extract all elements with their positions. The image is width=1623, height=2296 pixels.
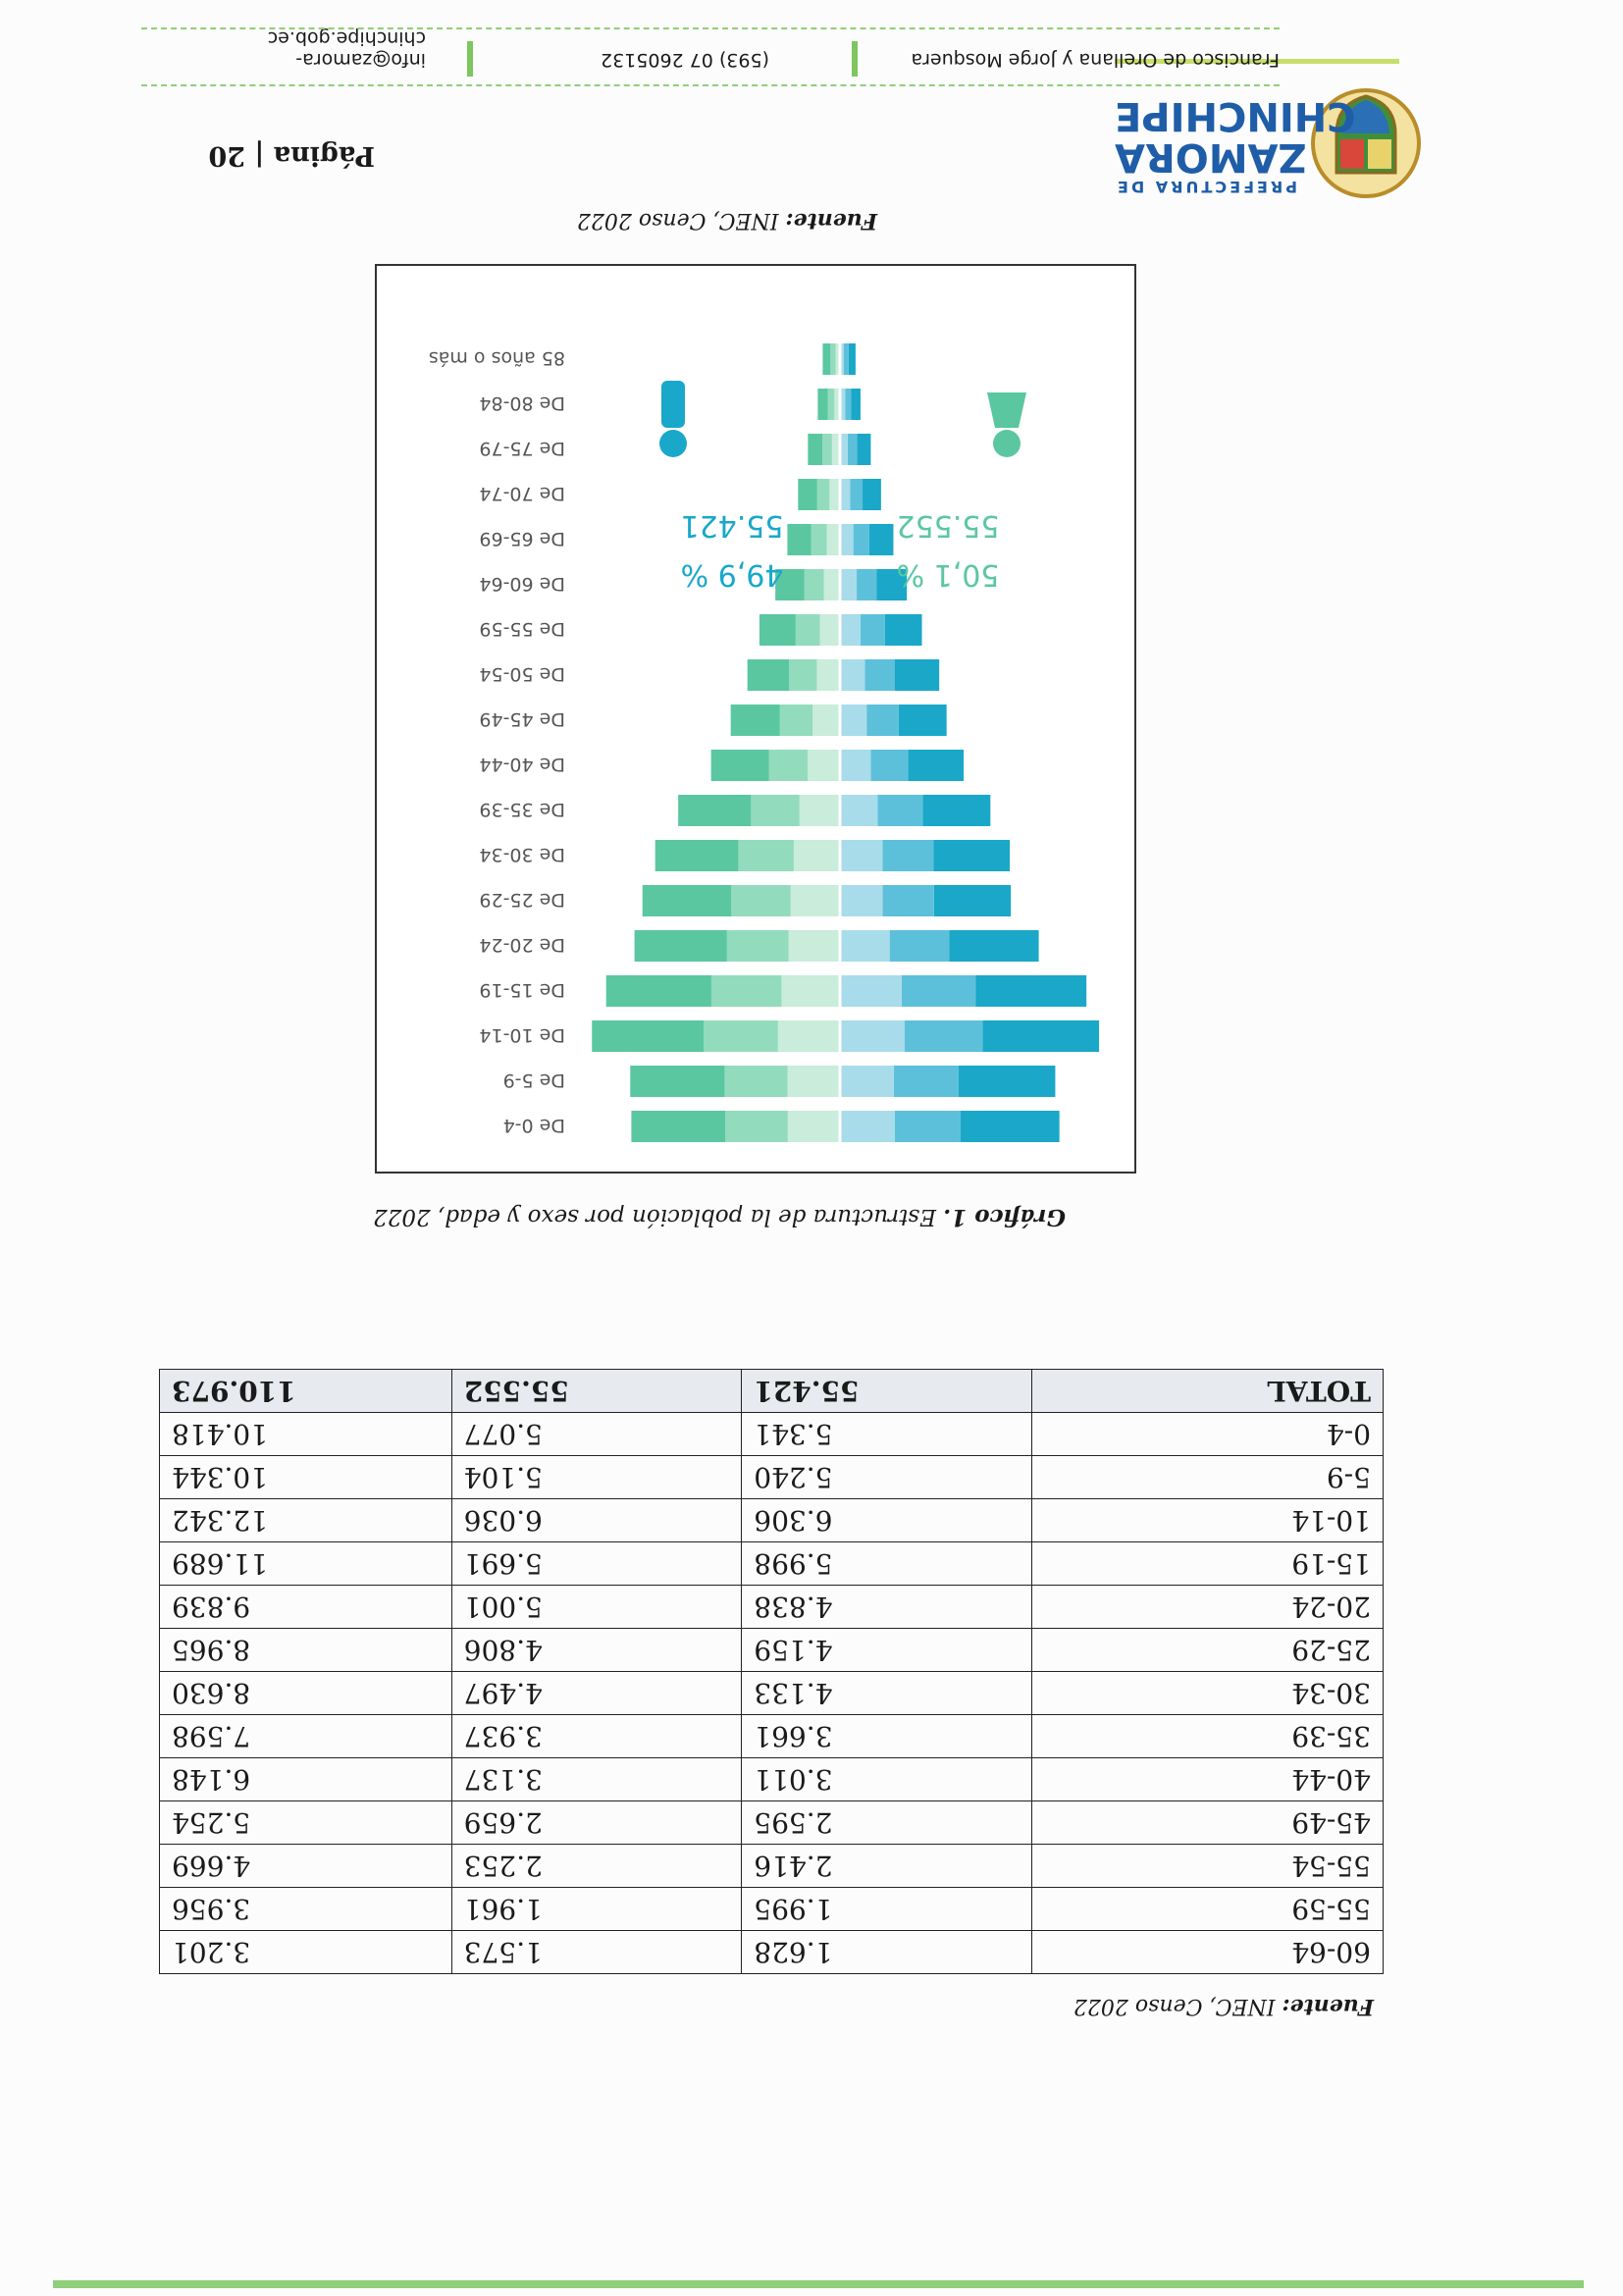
value-cell: 3.011 [742,1758,1032,1801]
value-cell: 3.956 [160,1888,452,1931]
footer-separator [852,41,858,77]
bar-male-segment [961,1111,1060,1142]
value-cell: 4.806 [451,1629,742,1672]
bar-male-segment [857,569,876,600]
value-cell: 5.341 [742,1413,1032,1456]
bar-female-segment [808,750,840,781]
value-cell: 4.133 [742,1672,1032,1715]
age-group-label: 85 años o más [428,346,565,369]
bar-female-segment [800,795,840,826]
bar-female-segment [781,975,840,1007]
table-row [160,1715,1384,1758]
age-cell: 10-14 [1031,1499,1383,1542]
footer-line-top [141,84,1280,86]
value-cell: 55.552 [451,1370,742,1413]
table-row [160,1499,1384,1542]
bar-male-segment [852,389,861,420]
bar-female-segment [805,569,824,600]
age-group-label: De 15-19 [479,978,565,1001]
bar-female-segment [727,930,789,962]
bar-female-segment [606,975,711,1007]
bar-female-segment [592,1020,704,1052]
value-cell: 5.104 [451,1456,742,1499]
bar-female-segment [769,750,808,781]
bar-male-segment [840,524,854,555]
table-row [160,1413,1384,1456]
bar-female-segment [778,1020,840,1052]
footer-address: Francisco de Orellana y Jorge Mosquera [911,49,1280,71]
bar-male-segment [908,750,964,781]
bar-male-segment [863,479,881,510]
bar-female-segment [711,975,781,1007]
table-row [160,1845,1384,1888]
bar-female-segment [748,659,789,691]
female-icon [993,430,1021,457]
bar-male-segment [885,614,922,646]
bar-male-segment [840,1066,894,1097]
bar-female-segment [824,569,840,600]
footer-line-bottom [141,27,1280,29]
brand-name-2: CHINCHIPE [1115,93,1356,138]
bar-female-segment [812,524,827,555]
age-group-label: De 30-34 [479,843,565,865]
bar-male-segment [975,975,1086,1007]
age-group-label: De 50-54 [479,662,565,685]
bar-female-segment [725,1111,788,1142]
bar-female-segment [759,614,796,646]
age-cell: 0-4 [1031,1413,1383,1456]
bar-female-segment [780,704,812,736]
value-cell: 8.965 [160,1629,452,1672]
age-group-label: De 20-24 [479,933,565,956]
brand-name-1: ZAMORA [1115,134,1307,180]
age-group-label: De 70-74 [479,482,565,504]
value-cell: 5.077 [451,1413,742,1456]
male-total-label: 55.421 [680,508,784,543]
value-cell: 1.961 [451,1888,742,1931]
bar-female-segment [828,389,835,420]
age-cell: 40-44 [1031,1758,1383,1801]
top-accent-bar [53,2280,1584,2288]
bar-male-segment [848,434,857,465]
value-cell: 2.659 [451,1801,742,1845]
bar-male-segment [840,614,861,646]
age-group-label: De 5-9 [502,1069,565,1091]
male-icon [659,430,687,457]
female-percent-label: 50,1 % [896,557,1000,592]
value-cell: 2.253 [451,1845,742,1888]
population-pyramid-chart [375,264,1136,1174]
age-group-label: De 75-79 [479,437,565,459]
age-cell: 35-39 [1031,1715,1383,1758]
value-cell: 1.995 [742,1888,1032,1931]
bar-male-segment [857,434,870,465]
value-cell: 2.416 [742,1845,1032,1888]
bar-male-segment [894,1066,959,1097]
value-cell: 10.418 [160,1413,452,1456]
value-cell: 5.240 [742,1456,1032,1499]
age-cell: 55-59 [1031,1888,1383,1931]
bar-female-segment [794,840,840,871]
table-row [160,1542,1384,1586]
bar-female-segment [751,795,799,826]
bar-male-segment [840,885,883,916]
population-table [159,1369,1384,1974]
age-cell: 55-54 [1031,1845,1383,1888]
bar-male-segment [840,975,902,1007]
bar-female-segment [731,704,780,736]
bar-female-segment [635,930,727,962]
bar-female-segment [817,479,830,510]
table-row [160,1931,1384,1974]
bar-female-segment [643,885,732,916]
age-cell: 5-9 [1031,1456,1383,1499]
age-group-label: De 40-44 [479,753,565,775]
bar-male-segment [895,1111,961,1142]
bar-female-segment [822,343,830,375]
bar-male-segment [877,795,922,826]
value-cell: 9.839 [160,1586,452,1629]
chart-source: Fuente: INEC, Censo 2022 [576,208,877,234]
bar-male-segment [850,479,863,510]
value-cell: 4.159 [742,1629,1032,1672]
age-group-label: De 65-69 [479,527,565,549]
page-number: Página | 20 [208,140,375,171]
bar-female-segment [631,1111,725,1142]
bar-female-segment [827,524,840,555]
age-group-label: De 10-14 [479,1023,565,1046]
bar-male-segment [845,389,851,420]
bar-male-segment [949,930,1038,962]
bar-male-segment [959,1066,1056,1097]
bar-male-segment [902,975,975,1007]
age-group-label: De 55-59 [479,617,565,640]
bar-female-segment [789,659,816,691]
bar-male-segment [864,659,894,691]
bar-female-segment [808,434,822,465]
age-cell: 45-49 [1031,1801,1383,1845]
bar-female-segment [816,659,840,691]
logo-wordmark [1115,95,1399,196]
bar-female-segment [787,524,811,555]
bar-male-segment [849,343,856,375]
value-cell: 6.036 [451,1499,742,1542]
age-cell: 60-64 [1031,1931,1383,1974]
bar-male-segment [861,614,885,646]
table-source: Fuente: INEC, Censo 2022 [1073,1994,1374,2019]
value-cell: 4.669 [160,1845,452,1888]
value-cell: 12.342 [160,1499,452,1542]
bar-female-segment [830,343,835,375]
age-group-label: De 80-84 [479,391,565,414]
brand-prefix: PREFECTURA DE [1115,178,1297,196]
bar-male-segment [890,930,950,962]
age-group-label: De 45-49 [479,707,565,730]
bar-female-segment [788,1111,840,1142]
male-percent-label: 49,9 % [680,557,784,592]
bar-female-segment [678,795,751,826]
age-group-label: De 35-39 [479,798,565,820]
value-cell: 2.595 [742,1801,1032,1845]
value-cell: 10.344 [160,1456,452,1499]
footer-separator [467,41,473,77]
bar-male-segment [982,1020,1099,1052]
value-cell: 5.254 [160,1801,452,1845]
table-row [160,1456,1384,1499]
age-cell: 30-34 [1031,1672,1383,1715]
bar-female-segment [704,1020,778,1052]
value-cell: 5.998 [742,1542,1032,1586]
bar-male-segment [933,840,1010,871]
bar-female-segment [630,1066,724,1097]
bar-female-segment [788,1066,840,1097]
footer-email[interactable]: info@zamora-chinchipe.gob.ec [267,27,426,71]
age-cell: 20-24 [1031,1586,1383,1629]
bar-female-segment [812,704,840,736]
bar-male-segment [854,524,869,555]
value-cell: 11.689 [160,1542,452,1586]
age-cell: TOTAL [1031,1370,1383,1413]
bar-male-segment [840,479,850,510]
age-group-label: De 0-4 [502,1114,565,1136]
bar-female-segment [829,479,840,510]
value-cell: 3.661 [742,1715,1032,1758]
bar-male-segment [895,659,940,691]
footer [141,26,1280,86]
bar-female-segment [655,840,739,871]
bar-female-segment [738,840,793,871]
table-row [160,1629,1384,1672]
footer-phone: (593) 07 2605132 [601,49,769,71]
table-total-row [160,1370,1384,1413]
bar-female-segment [724,1066,787,1097]
bar-male-segment [840,704,866,736]
value-cell: 6.306 [742,1499,1032,1542]
bar-male-segment [905,1020,982,1052]
table-row [160,1672,1384,1715]
age-group-label: De 25-29 [479,888,565,911]
bar-female-segment [798,479,816,510]
bar-male-segment [871,750,909,781]
value-cell: 5.691 [451,1542,742,1586]
bar-male-segment [840,1111,895,1142]
value-cell: 4.497 [451,1672,742,1715]
bar-female-segment [791,885,840,916]
value-cell: 3.201 [160,1931,452,1974]
bar-male-segment [840,659,864,691]
female-icon [987,392,1026,428]
bar-female-segment [711,750,769,781]
age-group-label: De 60-64 [479,572,565,595]
bar-male-segment [844,343,849,375]
bar-male-segment [840,795,877,826]
age-cell: 15-19 [1031,1542,1383,1586]
value-cell: 6.148 [160,1758,452,1801]
value-cell: 7.598 [160,1715,452,1758]
value-cell: 55.421 [742,1370,1032,1413]
bar-male-segment [899,704,947,736]
bar-female-segment [796,614,820,646]
bar-male-segment [883,885,934,916]
bar-female-segment [819,614,840,646]
value-cell: 3.937 [451,1715,742,1758]
value-cell: 4.838 [742,1586,1032,1629]
table-row [160,1801,1384,1845]
bar-male-segment [866,704,899,736]
bar-male-segment [840,930,890,962]
pyramid-svg [377,266,1134,1172]
bar-male-segment [840,1020,905,1052]
bar-female-segment [789,930,840,962]
bar-female-segment [822,434,832,465]
bar-female-segment [731,885,790,916]
value-cell: 1.628 [742,1931,1032,1974]
table-row [160,1758,1384,1801]
bar-male-segment [869,524,893,555]
table-row [160,1888,1384,1931]
value-cell: 3.137 [451,1758,742,1801]
age-cell: 25-29 [1031,1629,1383,1672]
bar-male-segment [934,885,1011,916]
value-cell: 8.630 [160,1672,452,1715]
value-cell: 5.001 [451,1586,742,1629]
value-cell: 110.973 [160,1370,452,1413]
bar-male-segment [840,750,871,781]
chart-caption: Gráfico 1. Estructura de la población por sexo y edad, 2022 [373,1204,1066,1230]
value-cell: 1.573 [451,1931,742,1974]
female-total-label: 55.552 [896,508,1000,543]
bar-male-segment [840,569,857,600]
table-row [160,1586,1384,1629]
bar-male-segment [922,795,990,826]
male-icon [661,381,685,428]
bar-male-segment [882,840,933,871]
bar-male-segment [840,840,882,871]
bar-female-segment [817,389,827,420]
